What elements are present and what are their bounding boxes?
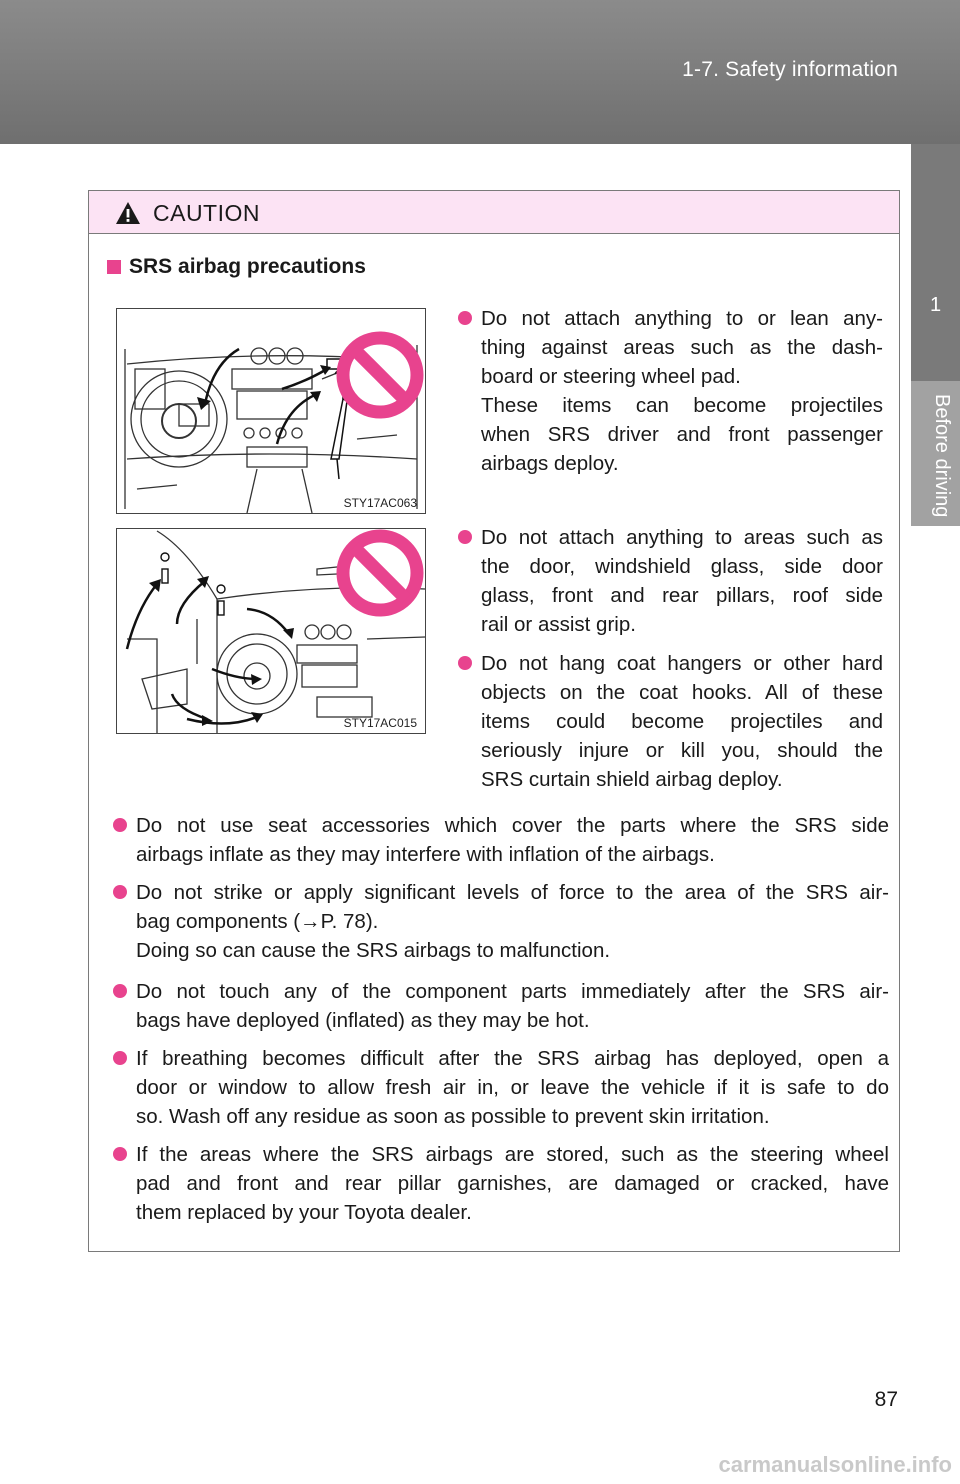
bullet-item: If the areas where the SRS airbags are stored, such as the steering wheel pad and front and rear pillar garnishes, are damaged or cracked, have them replaced by your Toyota dealer. (136, 1140, 889, 1227)
bullet-item: Do not use seat accessories which cover the parts where the SRS side airbags inflate as they may interfere with inflation of the airbags. (136, 811, 889, 869)
section-heading-text: SRS airbag precautions (129, 255, 366, 278)
figure-code: STY17AC063 (343, 496, 417, 510)
watermark: carmanualsonline.info (718, 1452, 952, 1477)
bullet-dot-icon (113, 818, 127, 832)
bullet-dot-icon (458, 530, 472, 544)
bullet-item: Do not touch any of the component parts immediately after the SRS air- bags have deployed (inflated) as they may be hot. (136, 977, 889, 1035)
bullet-dot-icon (113, 885, 127, 899)
section-title: 1-7. Safety information (682, 58, 898, 81)
caution-header (89, 191, 899, 234)
bullet-item: Do not attach anything to areas such as the door, windshield glass, side door glass, front and rear pillars, roof side rail or assist grip. (481, 523, 883, 639)
bullet-item: If breathing becomes difficult after the SRS airbag has deployed, open a door or window to allow fresh air in, or leave the vehicle if it is safe to do so. Wash off any residue as soon as possible to prevent skin irritation. (136, 1044, 889, 1131)
bullet-item: Do not attach anything to or lean any- thing against areas such as the dash- board or steering wheel pad. These items can become projectiles when SRS driver and front passenger airbags deploy. (481, 304, 883, 478)
chapter-number-box (911, 144, 960, 381)
bullet-dot-icon (458, 311, 472, 325)
bullet-item: Do not hang coat hangers or other hard objects on the coat hooks. All of these items could become projectiles and seriously injure or kill you, should the SRS curtain shield airbag deploy. (481, 649, 883, 794)
warning-triangle-icon (115, 201, 141, 225)
bullet-dot-icon (113, 984, 127, 998)
bullet-dot-icon (458, 656, 472, 670)
bullet-dot-icon (113, 1147, 127, 1161)
figure-dashboard (116, 308, 426, 514)
chapter-number: 1 (929, 294, 942, 316)
page-number: 87 (874, 1388, 898, 1411)
square-bullet-icon (107, 260, 121, 274)
caution-box (88, 190, 900, 1252)
figure-interior (116, 528, 426, 734)
section-heading (107, 255, 366, 279)
bullet-item: Do not strike or apply significant levels of force to the area of the SRS air- bag components (→P. 78). Doing so can cause the SRS airbags to malfunction. (136, 878, 889, 965)
chapter-label: Before driving (931, 394, 953, 518)
figure-code: STY17AC015 (343, 716, 417, 730)
page-header (0, 0, 960, 144)
dashboard-illustration (117, 309, 425, 513)
caution-title: CAUTION (153, 200, 260, 226)
interior-illustration (117, 529, 425, 733)
bullet-dot-icon (113, 1051, 127, 1065)
